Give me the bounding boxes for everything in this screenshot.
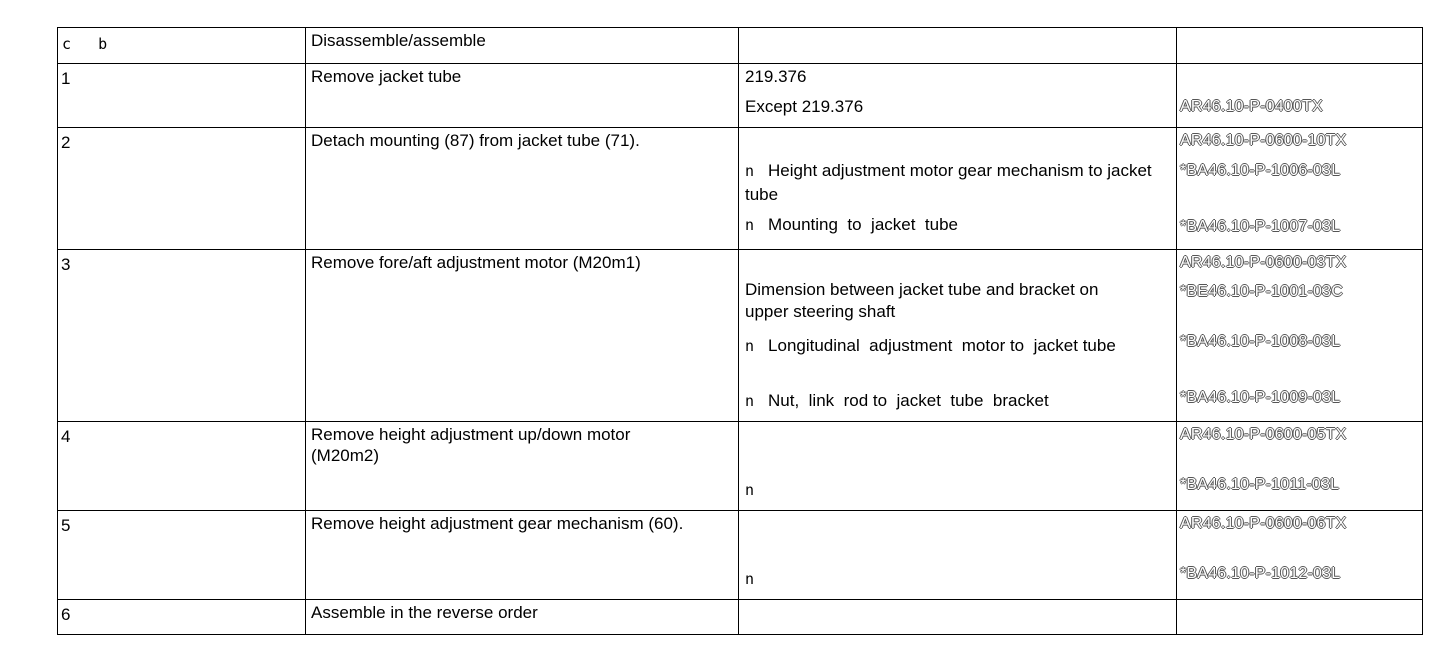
step-description: Remove fore/aft adjustment motor (M20m1)	[311, 253, 641, 272]
reference-code[interactable]: AR46.10-P-0600-10TX	[1180, 132, 1347, 149]
step-number: 5	[61, 516, 71, 535]
table-row	[58, 250, 1423, 422]
header-title-cell	[306, 28, 739, 64]
bullet-icon: n	[745, 481, 755, 499]
header-title: Disassemble/assemble	[311, 31, 486, 50]
step-description: Remove height adjustment up/down motor (M20m2)	[311, 425, 631, 465]
table-row	[58, 511, 1423, 600]
header-code: c b	[62, 35, 108, 53]
procedure-table	[57, 27, 1423, 635]
bullet-icon: n	[745, 570, 755, 588]
table-row	[58, 600, 1423, 635]
bullet-icon: n	[745, 216, 755, 234]
step-number: 6	[61, 605, 71, 624]
reference-code[interactable]: *BA46.10-P-1007-03L	[1180, 218, 1341, 235]
step-number: 2	[61, 133, 71, 152]
condition-text: Nut, link rod to jacket tube bracket	[768, 391, 1049, 410]
bullet-icon: n	[745, 337, 755, 355]
reference-code[interactable]: AR46.10-P-0600-03TX	[1180, 254, 1347, 271]
condition-text: Height adjustment motor gear mechanism to jacket tube	[745, 161, 1152, 204]
condition-text: Longitudinal adjustment motor to jacket tube	[768, 336, 1116, 355]
step-description: Remove jacket tube	[311, 67, 462, 86]
step-number: 4	[61, 427, 71, 446]
reference-code[interactable]: *BA46.10-P-1012-03L	[1180, 565, 1341, 582]
condition-text: Dimension between jacket tube and bracket on upper steering shaft	[745, 280, 1099, 321]
table-row	[58, 422, 1423, 511]
step-number: 1	[61, 69, 71, 88]
reference-code[interactable]: *BA46.10-P-1009-03L	[1180, 389, 1341, 406]
reference-code[interactable]: *BA46.10-P-1011-03L	[1180, 476, 1340, 493]
header-code-cell	[58, 28, 306, 64]
header-empty-cell	[739, 28, 1177, 64]
step-description: Assemble in the reverse order	[311, 603, 538, 622]
bullet-icon: n	[745, 392, 755, 410]
table-row	[58, 128, 1423, 250]
reference-code[interactable]: AR46.10-P-0400TX	[1180, 98, 1323, 115]
condition-text: 219.376	[745, 67, 807, 86]
header-row	[58, 28, 1423, 64]
reference-code[interactable]: *BA46.10-P-1006-03L	[1180, 162, 1341, 179]
condition-text: Except 219.376	[745, 97, 864, 116]
table-row	[58, 64, 1423, 128]
step-description: Remove height adjustment gear mechanism (60).	[311, 514, 684, 533]
header-empty-cell	[1177, 28, 1423, 64]
step-number: 3	[61, 255, 71, 274]
reference-code[interactable]: AR46.10-P-0600-05TX	[1180, 426, 1347, 443]
reference-code[interactable]: *BA46.10-P-1008-03L	[1180, 333, 1341, 350]
step-description: Detach mounting (87) from jacket tube (71).	[311, 131, 640, 150]
reference-code[interactable]: *BE46.10-P-1001-03C	[1180, 283, 1344, 300]
reference-code[interactable]: AR46.10-P-0600-06TX	[1180, 515, 1347, 532]
condition-text: Mounting to jacket tube	[768, 215, 958, 234]
bullet-icon: n	[745, 162, 755, 180]
reference-code[interactable]	[1180, 66, 1422, 96]
